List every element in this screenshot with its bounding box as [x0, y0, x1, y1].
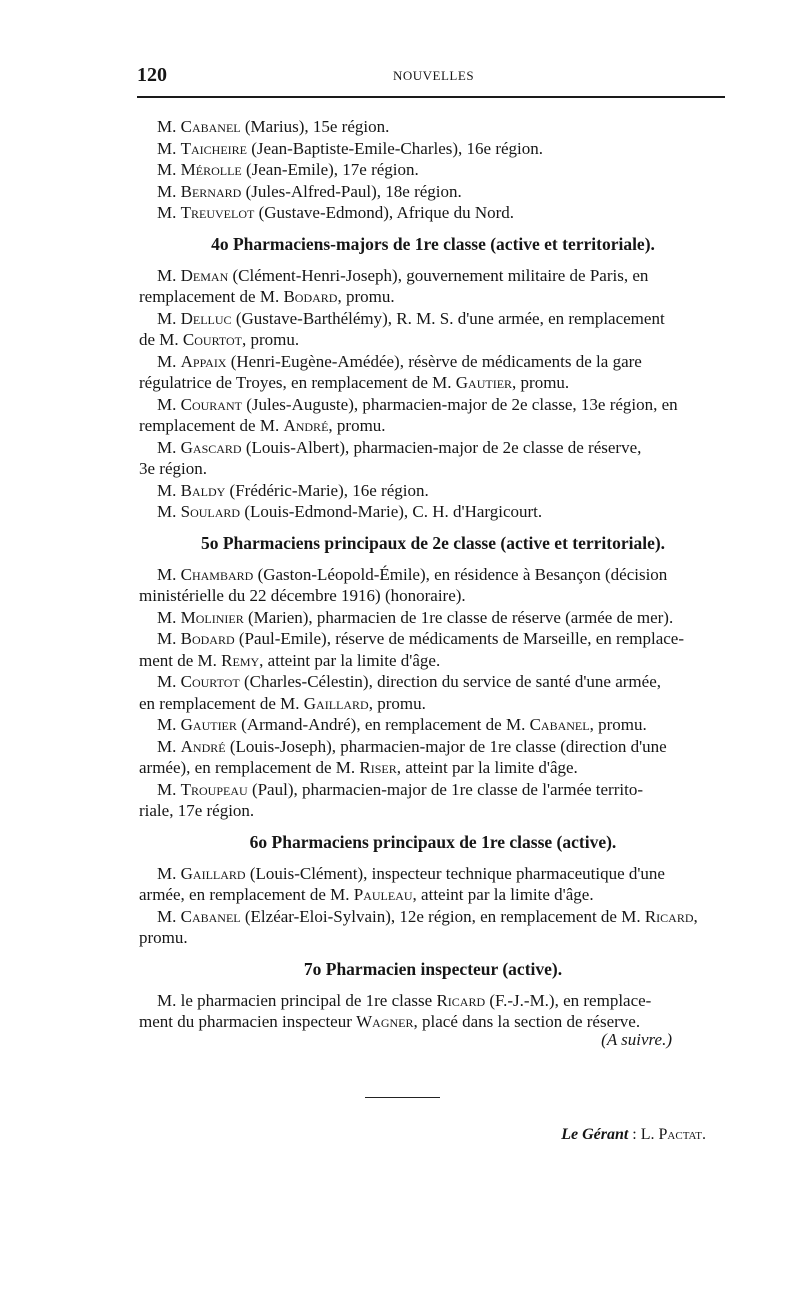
text-run: ,: [693, 906, 698, 926]
text-run: armée), en remplacement de M.: [139, 758, 360, 777]
text-run: (Jules-Alfred-Paul), 18e région.: [241, 181, 462, 201]
text-line: [139, 480, 727, 502]
page-number: 120: [137, 64, 167, 86]
person-name: Gascard: [180, 437, 242, 457]
person-name: Cabanel: [180, 906, 241, 926]
running-head: NOUVELLES: [393, 68, 475, 83]
spacer: [139, 224, 727, 233]
text-run: M.: [157, 672, 181, 691]
spacer: [139, 822, 727, 831]
spacer: [139, 523, 727, 532]
text-run: M.: [157, 203, 181, 222]
gerant-label: Le Gérant: [561, 1126, 629, 1143]
person-name: Cabanel: [180, 117, 241, 136]
person-name: Treuvelot: [180, 203, 255, 222]
text-run: (Gustave-Edmond), Afrique du Nord.: [254, 203, 515, 222]
text-line: [139, 329, 727, 351]
text-line: [139, 628, 727, 650]
text-line: [139, 736, 727, 758]
person-name: Riser: [359, 758, 397, 777]
text-run: ment de M.: [139, 650, 222, 670]
text-line: [139, 714, 727, 736]
text-line: [139, 159, 727, 181]
text-run: M.: [157, 437, 181, 457]
person-name: Wagner: [356, 1012, 414, 1031]
text-run: ment du pharmacien inspecteur: [139, 1012, 357, 1031]
person-name: Pauleau: [353, 885, 413, 904]
text-line: [139, 181, 727, 203]
person-name: Cabanel: [529, 715, 590, 734]
text-run: M.: [157, 351, 181, 371]
person-name: Courtot: [180, 672, 240, 691]
person-name: André: [180, 736, 226, 756]
gerant-separator: :: [628, 1126, 641, 1143]
text-run: (Gaston-Léopold-Émile), en résidence à Besançon (décision: [253, 564, 668, 584]
text-run: riale, 17e région.: [139, 801, 255, 820]
text-run: (Jean-Emile), 17e région.: [241, 160, 419, 179]
text-line: [139, 693, 727, 715]
text-run: , promu.: [337, 287, 395, 306]
text-line: [139, 585, 727, 607]
section-heading: 7o Pharmacien inspecteur (active).: [303, 958, 563, 979]
text-line: [139, 650, 727, 672]
footer-rule: [365, 1097, 440, 1098]
person-name: Courtot: [182, 330, 242, 349]
text-run: (Paul-Emile), réserve de médicaments de Marseille, en remplace-: [234, 629, 684, 648]
person-name: Appaix: [180, 351, 227, 371]
text-line: [139, 394, 727, 416]
text-run: (F.-J.-M.), en remplace-: [485, 990, 652, 1010]
text-line: [139, 564, 727, 586]
text-run: , promu.: [512, 373, 570, 392]
text-line: [139, 906, 727, 928]
text-run: (Clément-Henri-Joseph), gouvernement militaire de Paris, en: [228, 265, 649, 285]
text-run: (Louis-Joseph), pharmacien-major de 1re classe (direction d'une: [225, 736, 667, 756]
person-name: Delluc: [180, 308, 232, 328]
text-line: [139, 990, 727, 1012]
text-run: 3e région.: [139, 459, 207, 478]
text-run: de M.: [139, 330, 183, 349]
text-run: M.: [157, 502, 181, 521]
person-name: Gaillard: [303, 693, 369, 713]
person-name: Chambard: [180, 564, 254, 584]
spacer: [139, 555, 727, 564]
text-run: , promu.: [368, 693, 426, 713]
text-line: [139, 779, 727, 801]
text-run: M.: [157, 117, 181, 136]
text-run: (Charles-Célestin), direction du service de santé d'une armée,: [239, 672, 661, 691]
text-run: régulatrice de Troyes, en remplacement de M.: [139, 373, 456, 392]
text-line: [139, 202, 727, 224]
person-name: Ricard: [436, 990, 486, 1010]
text-run: (Elzéar-Eloi-Sylvain), 12e région, en remplacement de M.: [240, 906, 645, 926]
text-run: (Louis-Clément), inspecteur technique pharmaceutique d'une: [245, 863, 665, 883]
text-run: (Louis-Albert), pharmacien-major de 2e classe de réserve,: [241, 437, 642, 457]
text-run: M.: [157, 181, 181, 201]
text-run: armée, en remplacement de M.: [139, 885, 354, 904]
text-run: , atteint par la limite d'âge.: [396, 758, 578, 777]
text-run: (Louis-Edmond-Marie), C. H. d'Hargicourt.: [240, 502, 543, 521]
signature-line: [561, 1126, 706, 1144]
person-name: Soulard: [180, 502, 241, 521]
text-line: [139, 415, 727, 437]
person-name: Bernard: [180, 181, 242, 201]
text-run: , atteint par la limite d'âge.: [412, 885, 594, 904]
gerant-name: L. Pactat.: [640, 1126, 706, 1143]
text-run: M.: [157, 607, 181, 627]
text-run: M. le pharmacien principal de 1re classe: [157, 990, 437, 1010]
spacer: [139, 981, 727, 990]
text-run: promu.: [139, 928, 188, 947]
text-line: [139, 800, 727, 822]
text-run: (Frédéric-Marie), 16e région.: [225, 480, 429, 500]
person-name: Bodard: [283, 287, 338, 306]
text-line: [139, 863, 727, 885]
person-name: Baldy: [180, 480, 226, 500]
text-line: [139, 138, 727, 160]
text-run: (Gustave-Barthélémy), R. M. S. d'une armée, en remplacement: [231, 308, 665, 328]
text-run: M.: [157, 863, 181, 883]
person-name: Gautier: [180, 715, 237, 734]
person-name: Molinier: [180, 607, 244, 627]
text-run: (Marien), pharmacien de 1re classe de réserve (armée de mer).: [243, 607, 674, 627]
person-name: Courant: [180, 394, 242, 414]
text-line: [139, 458, 727, 480]
text-line: [139, 437, 727, 459]
text-line: [139, 308, 727, 330]
person-name: Deman: [180, 265, 229, 285]
section-heading: 5o Pharmaciens principaux de 2e classe (active et territoriale).: [200, 532, 666, 553]
text-run: , promu.: [328, 416, 386, 435]
text-run: M.: [157, 564, 181, 584]
spacer: [139, 949, 727, 958]
person-name: Troupeau: [180, 779, 248, 799]
person-name: Ricard: [644, 906, 694, 926]
document-body: [139, 116, 727, 1033]
text-line: [139, 671, 727, 693]
person-name: Taicheire: [180, 138, 248, 158]
person-name: Gautier: [455, 373, 513, 392]
text-run: remplacement de M.: [139, 287, 284, 306]
text-run: (Paul), pharmacien-major de 1re classe de l'armée territo-: [247, 779, 643, 799]
person-name: Bodard: [180, 629, 235, 648]
text-line: [139, 372, 727, 394]
section-heading: 6o Pharmaciens principaux de 1re classe (active).: [249, 831, 617, 852]
person-name: Gaillard: [180, 863, 246, 883]
text-run: , placé dans la section de réserve.: [413, 1012, 641, 1031]
text-run: M.: [157, 779, 181, 799]
text-run: , atteint par la limite d'âge.: [259, 650, 441, 670]
text-run: (Jules-Auguste), pharmacien-major de 2e classe, 13e région, en: [241, 394, 678, 414]
section-heading: 4o Pharmaciens-majors de 1re classe (active et territoriale).: [211, 233, 655, 254]
person-name: Remy: [221, 650, 260, 670]
text-line: [139, 927, 727, 949]
text-run: M.: [157, 308, 181, 328]
text-line: [139, 501, 727, 523]
text-run: , promu.: [589, 715, 647, 734]
spacer: [139, 256, 727, 265]
person-name: Mérolle: [180, 160, 242, 179]
text-line: [139, 265, 727, 287]
continued-note: (A suivre.): [601, 1030, 672, 1049]
text-run: (Marius), 15e région.: [240, 117, 390, 136]
text-run: (Henri-Eugène-Amédée), résèrve de médicaments de la gare: [226, 351, 642, 371]
text-run: remplacement de M.: [139, 416, 284, 435]
text-run: M.: [157, 265, 181, 285]
text-run: ministérielle du 22 décembre 1916) (honoraire).: [139, 586, 466, 605]
text-run: en remplacement de M.: [139, 693, 304, 713]
text-run: M.: [157, 138, 181, 158]
text-line: [139, 116, 727, 138]
text-run: M.: [157, 906, 181, 926]
text-run: M.: [157, 394, 181, 414]
text-run: M.: [157, 629, 181, 648]
text-line: [139, 351, 727, 373]
page-header: [137, 62, 725, 100]
person-name: André: [283, 416, 329, 435]
spacer: [139, 854, 727, 863]
text-line: [139, 286, 727, 308]
text-line: [139, 607, 727, 629]
text-line: [139, 757, 727, 779]
text-run: (Armand-André), en remplacement de M.: [236, 715, 530, 734]
text-run: M.: [157, 715, 181, 734]
text-run: , promu.: [242, 330, 300, 349]
text-run: M.: [157, 736, 181, 756]
text-line: [139, 884, 727, 906]
text-run: M.: [157, 160, 181, 179]
text-run: M.: [157, 480, 181, 500]
header-rule: [137, 96, 725, 98]
text-run: (Jean-Baptiste-Emile-Charles), 16e région.: [247, 138, 543, 158]
